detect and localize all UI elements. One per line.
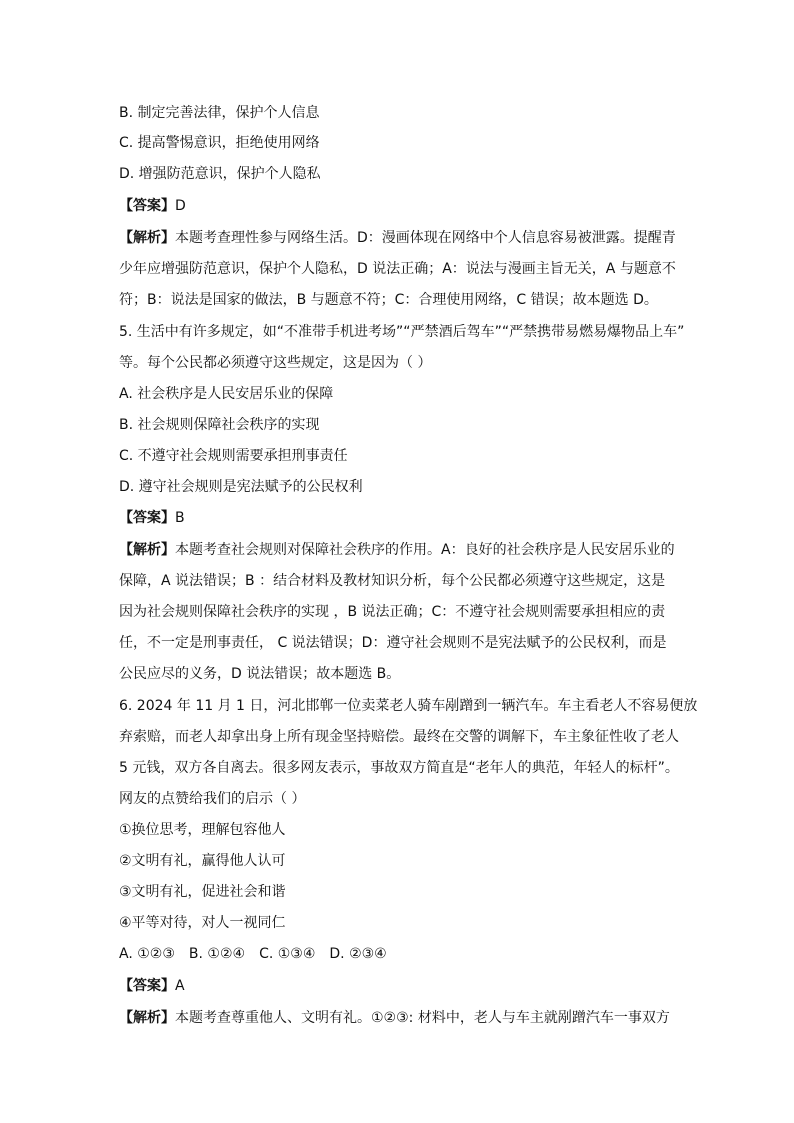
q5-option-d: D. 遵守社会规则是宪法赋予的公民权利 (119, 479, 363, 495)
q4-analysis-line-1: 【解析】本题考查理性参与网络生活。D：漫画体现在网络中个人信息容易被泄露。提醒青 (119, 230, 676, 246)
q5-option-c: C. 不遵守社会规则需要承担刑事责任 (119, 448, 348, 464)
q6-stem-line-3: 5 元钱，双方各自离去。很多网友表示，事故双方简直是“老年人的典范，年轻人的标杆”。 (119, 760, 679, 776)
analysis-tag: 【解析】 (119, 1010, 175, 1026)
q5-analysis-line-2: 保障，A 说法错误；B ：结合材料及教材知识分析，每个公民都必须遵守这些规定，这是 (119, 573, 666, 589)
q6-choice-b: B. ①②④ (188, 946, 246, 962)
answer-value: D (175, 198, 186, 214)
q5-stem-line-2: 等。每个公民都必须遵守这些规定，这是因为（ ） (119, 355, 432, 371)
q4-analysis-line-2: 少年应增强防范意识，保护个人隐私，D 说法正确；A：说法与漫画主旨无关，A 与题意不 (119, 261, 676, 277)
q6-stem-line-2: 弃索赔，而老人却拿出身上所有现金坚持赔偿。最终在交警的调解下，车主象征性收了老人 (119, 729, 679, 745)
q6-statement-4: ④平等对待，对人一视同仁 (119, 915, 286, 931)
q6-statement-2: ②文明有礼，赢得他人认可 (119, 853, 286, 869)
q5-option-b: B. 社会规则保障社会秩序的实现 (119, 417, 320, 433)
q5-analysis-line-5: 公民应尽的义务，D 说法错误；故本题选 B。 (119, 666, 401, 682)
analysis-tag: 【解析】 (119, 230, 175, 246)
q4-answer (119, 195, 679, 217)
q4-analysis-line-3: 符；B：说法是国家的做法，B 与题意不符；C：合理使用网络，C 错误；故本题选 D。 (119, 292, 658, 308)
answer-tag: 【答案】 (119, 198, 175, 214)
q5-answer (119, 507, 679, 529)
q5-analysis-line-3: 因为社会规则保障社会秩序的实现 ，B 说法正确；C：不遵守社会规则需要承担相应的责 (119, 604, 666, 620)
q5-option-a: A. 社会秩序是人民安居乐业的保障 (119, 386, 334, 402)
q6-answer (119, 975, 679, 997)
option-c-prev: C. 提高警惕意识，拒绝使用网络 (119, 135, 320, 151)
answer-tag: 【答案】 (119, 978, 175, 994)
q6-analysis-line-1: 【解析】本题考查尊重他人、文明有礼。①②③: 材料中，老人与车主就剐蹭汽车一事双方 (119, 1010, 670, 1026)
answer-tag: 【答案】 (119, 510, 175, 526)
answer-value: B (175, 510, 185, 526)
q5-stem-line-1: 5. 生活中有许多规定，如“不准带手机进考场”“严禁酒后驾车”“严禁携带易燃易爆物品上车” (119, 324, 685, 340)
option-d-prev: D. 增强防范意识，保护个人隐私 (119, 166, 321, 182)
q6-stem-line-4: 网友的点赞给我们的启示（ ） (119, 791, 306, 807)
answer-value: A (175, 978, 185, 994)
q6-choice-a: A. ①②③ (119, 946, 175, 962)
q6-statement-1: ①换位思考，理解包容他人 (119, 822, 286, 838)
q6-choice-c: C. ①③④ (259, 946, 316, 962)
option-b-prev: B. 制定完善法律，保护个人信息 (119, 105, 320, 121)
q6-statement-3: ③文明有礼，促进社会和谐 (119, 884, 286, 900)
q5-analysis-line-1: 【解析】本题考查社会规则对保障社会秩序的作用。A：良好的社会秩序是人民安居乐业的 (119, 542, 675, 558)
q6-choices (119, 943, 679, 965)
q6-stem-line-1: 6. 2024 年 11 月 1 日，河北邯郸一位卖菜老人骑车剐蹭到一辆汽车。车主看老人不容易便放 (119, 698, 698, 714)
q6-choice-d: D. ②③④ (329, 946, 387, 962)
q5-analysis-line-4: 任，不一定是刑事责任， C 说法错误；D：遵守社会规则不是宪法赋予的公民权利，而是 (119, 635, 667, 651)
analysis-tag: 【解析】 (119, 542, 175, 558)
